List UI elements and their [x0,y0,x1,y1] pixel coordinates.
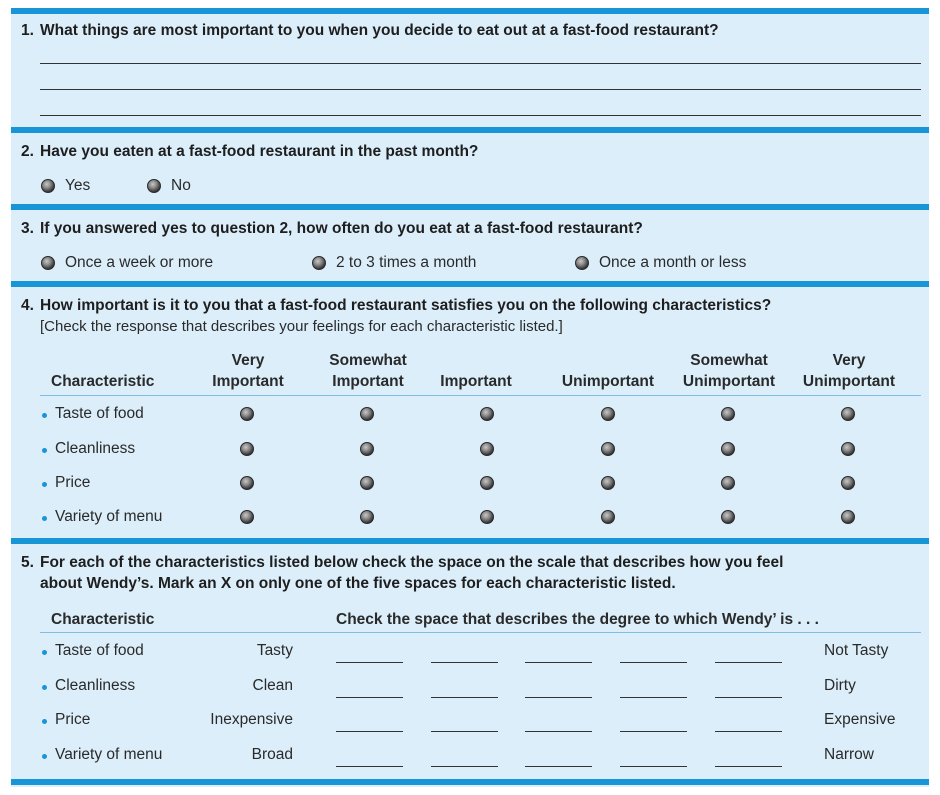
importance-radio[interactable] [841,407,855,421]
importance-radio[interactable] [480,407,494,421]
section-divider [11,538,929,544]
scale-space[interactable] [336,662,403,663]
question-3 [21,220,643,238]
column-header-line: Very [832,352,866,369]
scale-right-anchor: Expensive [824,711,896,728]
importance-radio[interactable] [360,407,374,421]
importance-radio[interactable] [841,510,855,524]
scale-space[interactable] [715,766,782,767]
radio-once-a-month[interactable] [575,256,589,270]
column-header-important [421,350,531,392]
section-divider [11,204,929,210]
scale-space[interactable] [715,662,782,663]
option-label-yes: Yes [65,177,91,194]
bullet [42,685,47,690]
scale-right-anchor: Not Tasty [824,642,889,659]
bullet [42,650,47,655]
importance-radio[interactable] [841,442,855,456]
importance-radio[interactable] [360,476,374,490]
row-label: Taste of food [55,642,144,659]
scale-space[interactable] [620,731,687,732]
scale-left-anchor: Clean [252,677,293,694]
column-header-line: Unimportant [802,373,896,390]
scale-left-anchor: Broad [251,746,293,763]
column-header-somewhat-unimportant [674,350,784,392]
question-4 [21,297,771,315]
importance-radio[interactable] [240,407,254,421]
scale-right-anchor: Narrow [824,746,874,763]
column-header-unimportant [553,350,663,392]
importance-radio[interactable] [601,442,615,456]
column-header-line: Important [212,373,284,390]
scale-space[interactable] [525,731,592,732]
column-header-somewhat-important [313,350,423,392]
question-number: 3. [21,220,34,237]
scale-space[interactable] [525,662,592,663]
row-label: Variety of menu [55,508,163,525]
column-header-very-unimportant [794,350,904,392]
column-header-line: Unimportant [561,373,655,390]
bullet [42,719,47,724]
question-1 [21,22,719,40]
question-number: 1. [21,22,34,39]
importance-radio[interactable] [480,510,494,524]
scale-space[interactable] [336,731,403,732]
scale-space[interactable] [431,697,498,698]
question-instruction: [Check the response that describes your feelings for each characteristic listed.] [40,318,563,335]
scale-right-anchor: Dirty [824,677,856,694]
radio-no[interactable] [147,179,161,193]
row-label: Price [55,474,91,491]
question-number: 2. [21,143,34,160]
section-divider [11,8,929,14]
bullet [42,448,47,453]
question-text: If you answered yes to question 2, how often do you eat at a fast-food restaurant? [40,220,643,237]
importance-radio[interactable] [480,476,494,490]
scale-left-anchor: Tasty [256,642,293,659]
characteristic-header: Characteristic [51,611,155,628]
column-header-line: Very [231,352,265,369]
bullet [42,413,47,418]
table-header-rule [40,395,921,396]
row-label: Cleanliness [55,440,136,457]
characteristic-header: Characteristic [51,373,155,390]
importance-radio[interactable] [240,476,254,490]
importance-radio[interactable] [360,442,374,456]
scale-space[interactable] [431,662,498,663]
radio-yes[interactable] [41,179,55,193]
option-label: Once a month or less [599,254,747,271]
scale-space[interactable] [336,766,403,767]
importance-radio[interactable] [721,476,735,490]
answer-line[interactable] [40,89,921,90]
scale-space[interactable] [620,697,687,698]
column-header-line: Somewhat [329,352,407,369]
option-label: Once a week or more [65,254,214,271]
row-label: Price [55,711,91,728]
table-header-rule [40,632,921,633]
column-header-line [421,350,531,371]
importance-radio[interactable] [240,442,254,456]
row-label: Taste of food [55,405,144,422]
option-label-no: No [171,177,191,194]
scale-space[interactable] [336,697,403,698]
scale-space[interactable] [525,766,592,767]
question-text: How important is it to you that a fast-food restaurant satisfies you on the following characteristics? [40,297,772,314]
importance-radio[interactable] [721,407,735,421]
scale-space[interactable] [715,697,782,698]
importance-radio[interactable] [601,510,615,524]
question-number: 5. [21,554,34,571]
scale-space[interactable] [431,731,498,732]
scale-left-anchor: Inexpensive [210,711,293,728]
scale-space[interactable] [620,662,687,663]
column-header-very-important [193,350,303,392]
scale-space[interactable] [620,766,687,767]
question-text: What things are most important to you when you decide to eat out at a fast-food restaurant? [40,22,719,39]
scale-space[interactable] [431,766,498,767]
option-label: 2 to 3 times a month [336,254,477,271]
row-label: Cleanliness [55,677,136,694]
section-divider [11,127,929,133]
importance-radio[interactable] [601,476,615,490]
scale-space[interactable] [715,731,782,732]
question-text: Have you eaten at a fast-food restaurant in the past month? [40,143,479,160]
question-text-line-1: For each of the characteristics listed below check the space on the scale that describes how you feel [40,554,784,571]
section-divider [11,779,929,785]
importance-radio[interactable] [360,510,374,524]
importance-radio[interactable] [601,407,615,421]
answer-line[interactable] [40,115,921,116]
radio-once-a-week[interactable] [41,256,55,270]
column-header-line: Somewhat [690,352,768,369]
answer-line[interactable] [40,63,921,64]
importance-radio[interactable] [480,442,494,456]
bullet [42,516,47,521]
bullet [42,754,47,759]
importance-radio[interactable] [240,510,254,524]
importance-radio[interactable] [721,510,735,524]
question-2 [21,143,478,161]
question-number: 4. [21,297,34,314]
column-header-line [553,350,663,371]
column-header-line: Important [440,373,512,390]
row-label: Variety of menu [55,746,163,763]
column-header-line: Unimportant [682,373,776,390]
question-5-line-2 [40,575,676,593]
scale-space[interactable] [525,697,592,698]
column-header-line: Important [332,373,404,390]
radio-2-to-3-times[interactable] [312,256,326,270]
question-text-line-2: about Wendy’s. Mark an X on only one of the five spaces for each characteristic listed. [40,575,676,592]
importance-radio[interactable] [721,442,735,456]
section-divider [11,281,929,287]
question-5 [21,554,783,572]
scale-header: Check the space that describes the degree to which Wendy’ is . . . [336,611,819,628]
importance-radio[interactable] [841,476,855,490]
survey-form [11,8,929,787]
bullet [42,482,47,487]
